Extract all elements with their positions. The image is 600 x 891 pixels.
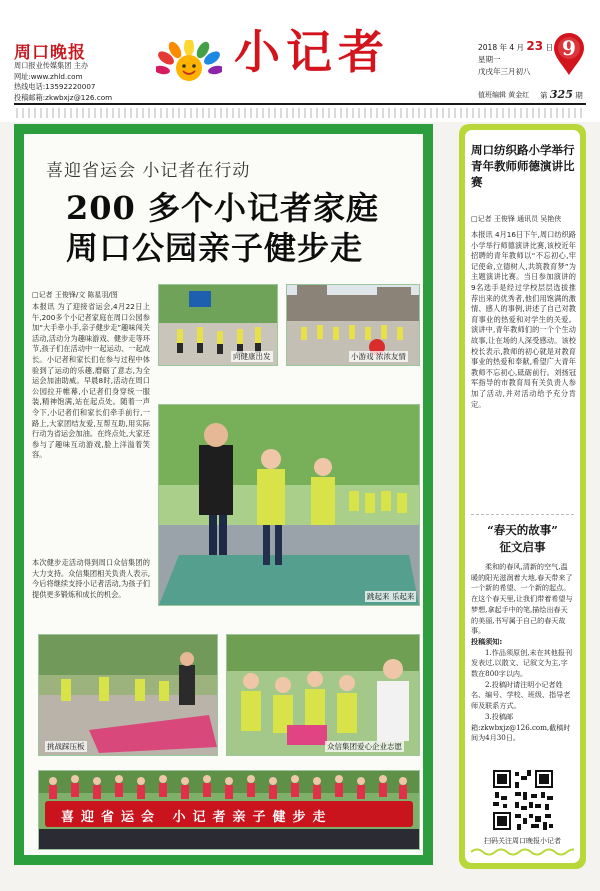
lunar-date: 戊戌年三月初八 (478, 67, 531, 76)
photo-scene (227, 635, 419, 755)
contest-rule: 2.投稿时请注明小记者姓名、编号、学校、班级、指导老师及联系方式。 (471, 679, 571, 711)
contact-info (14, 61, 164, 103)
photo-group-at-wall (286, 284, 420, 366)
headline-line-1: 200 多个小记者家庭 (66, 189, 379, 227)
story-headline (66, 188, 426, 268)
photo-caption: 众信集团爱心企业志愿 (327, 742, 402, 751)
date-day: 23 (526, 39, 544, 53)
photo-kids-starting-walk (158, 284, 278, 366)
story-body-column-2: 本次健步走活动得到周口众信集团的大力支持。众信集团相关负责人表示,今后将继续支持小记者活动,为孩子们提供更多锻炼和成长的机会。 (32, 558, 150, 599)
photo-caption: 挑战踩压板 (47, 742, 85, 751)
date-block (478, 40, 553, 78)
contest-rules-heading: 投稿须知: (471, 636, 503, 646)
photo-caption: 小游戏 浓浓友情 (351, 352, 406, 361)
sidebar-headline: 周口纺织路小学举行青年教师师德演讲比赛 (471, 143, 575, 189)
email-line: 投稿邮箱:zkwbxjz@126.com (14, 92, 113, 102)
newspaper-brand: 周口晚报 (14, 43, 86, 63)
section-title: 小记者 (234, 25, 390, 79)
photo-jumping-children (158, 404, 420, 606)
sun-face-logo-icon (156, 40, 222, 84)
qr-caption: 扫码关注周口晚报小记者 (484, 837, 561, 845)
sidebar-frame (459, 124, 586, 869)
weekday-text: 星期一 (478, 55, 501, 64)
header-rule (14, 103, 586, 105)
story-kicker: 喜迎省运会 小记者在行动 (46, 161, 251, 181)
sidebar-divider (471, 514, 574, 515)
decorative-wave-icon (471, 847, 574, 857)
photo-caption: 向健康出发 (233, 352, 271, 361)
editor-line: 值班编辑 黄金红 (478, 91, 530, 99)
contest-title-line-2: 征文启事 (499, 540, 546, 554)
sidebar-byline: □记者 王俊锋 通讯员 吴艳侠 (471, 215, 562, 223)
main-story-frame (14, 124, 433, 865)
hotline-line: 热线电话:13592220007 (14, 82, 96, 91)
main-story-panel (24, 134, 423, 855)
photo-volunteers (226, 634, 420, 756)
date-text: 2018 年 4 月 (478, 43, 525, 52)
website-line: 网址:www.zhld.com (14, 71, 83, 81)
contest-rule: 1.作品须原创,未在其他报刊发表过,以散文、记叙文为主,字数在800字以内。 (471, 647, 573, 679)
contest-paragraph: 柔和的春风,清新的空气,温暖的阳光滋润着大地,春天带来了一个新的希望、一个新的起点。在这个春天里,让我们带着希望与梦想,拿起手中的笔,描绘出春天的美丽,书写属于自己的春天故事。 (471, 562, 573, 636)
banner-text: 喜迎省运会 小记者亲子健步走 (61, 810, 333, 825)
contest-title-line-1: “春天的故事” (487, 523, 558, 537)
story-body-column: 本报讯 为了迎接省运会,4月22日上午,200多个小记者家庭在周口公园参加“大手牵小手,亲子健步走”趣味闯关活动,活动分为趣味游戏、健步走等环节,孩子们在活动中一起运动、一起成长。小记者和家长们在参与过程中体验到了运动的乐趣,磨砺了意志,为全运会加油助威。早晨8时,活动在周口公园拉开帷幕,小记者们身穿统一服装,精神饱满,站在起点处。随着一声令下,小记者们和家长们牵手前行,一路上,大家团结友爱,互帮互助,用实际行动为省运会加油。在终点处,大家还参与了趣味互动游戏,脸上洋溢着笑容。 (32, 302, 150, 460)
photo-caption: 跳起来 乐起来 (367, 592, 415, 601)
sidebar-panel (465, 130, 580, 863)
photo-balance-board (38, 634, 218, 756)
story-byline: □记者 王俊锋/文 陈星羽/图 (32, 291, 118, 299)
headline-line-2: 周口公园亲子健步走 (66, 229, 364, 267)
contest-rule: 3.投稿邮箱:zkwbxjz@126.com,截稿时间为4月30日。 (471, 711, 571, 743)
dotted-divider (16, 108, 586, 118)
photo-group-banner (38, 770, 420, 850)
masthead (0, 0, 600, 122)
sidebar-body: 本报讯 4月16日下午,周口纺织路小学举行师德演讲比赛,该校近年招聘的青年教师以“不忘初心,牢记使命,立德树人,共筑教育梦”为主题演讲比赛。当日参加演讲的9名选手是经过学校层层选拔推荐出来的优秀者,他们用饱满的激情、感人的事例,讲述了自己对教育事业的热爱和对学生的关爱。演讲中,青年教师们的一个个生动故事,让在场的人深受感动。该校校长表示,教师的初心就是对教育事业的热爱和奉献,希望广大青年教师不忘初心,砥砺前行。刘扬冠军指导的市教育局有关负责人参加了活动,并对活动给予充分肯定。 (471, 230, 576, 409)
page-number: 9 (562, 36, 576, 60)
publisher-line: 周口报业传媒集团 主办 (14, 61, 89, 70)
contest-title (471, 522, 574, 556)
photo-scene (159, 405, 419, 605)
page-number-pin-icon (552, 32, 586, 76)
issue-number: 第 325 期 (540, 88, 583, 101)
photo-scene (39, 635, 217, 755)
qr-code-icon (491, 768, 555, 832)
contest-body (471, 562, 574, 762)
date-day-suffix: 日 (545, 43, 553, 52)
